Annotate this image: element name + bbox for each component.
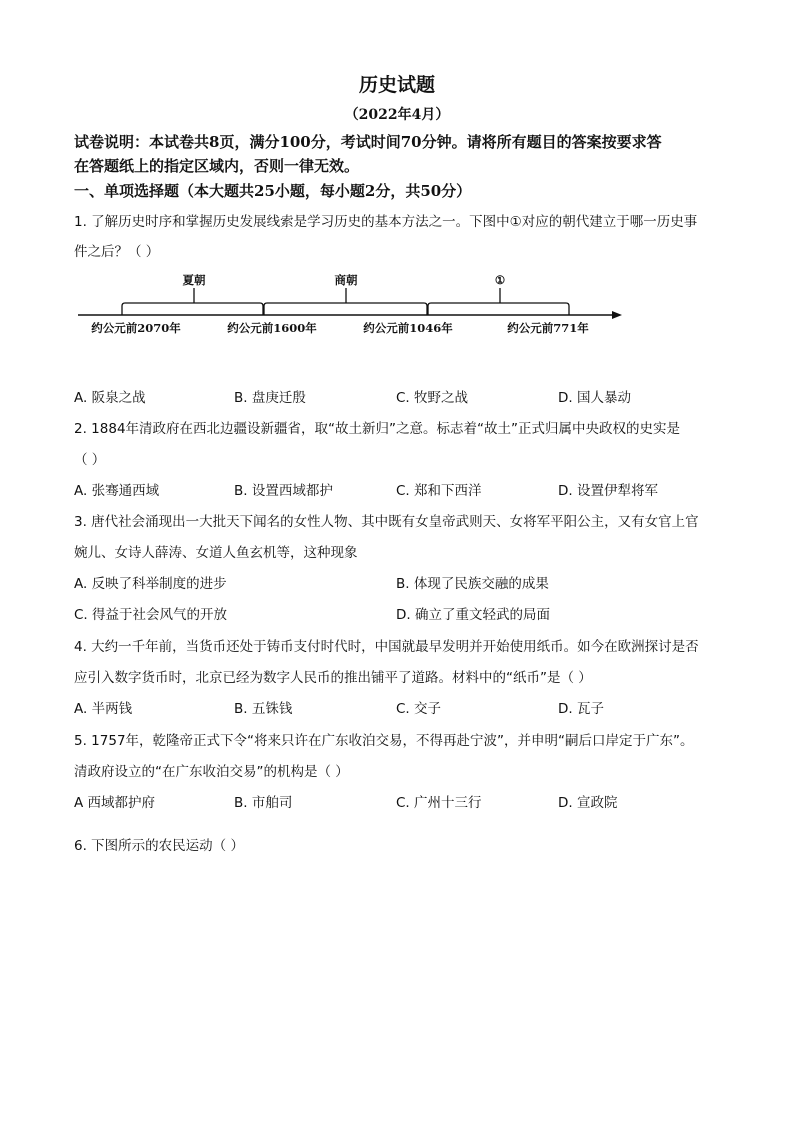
date-label-2: 约公元前1600年 [227,321,317,335]
question-1-line-1: 1. 了解历史时序和掌握历史发展线索是学习历史的基本方法之一。下图中①对应的朝代建立于哪一历史事 [74,214,698,230]
q2-option-c: C. 郑和下西洋 [396,483,482,499]
q1-option-a: A. 阪泉之战 [74,390,146,406]
q5-option-b: B. 市舶司 [234,795,293,811]
q4-option-a: A. 半两钱 [74,701,133,717]
q3-option-c: C. 得益于社会风气的开放 [74,607,228,623]
timeline-arrow-icon [612,311,622,319]
date-label-4: 约公元前771年 [507,321,589,335]
period-label-xia: 夏朝 [182,273,206,287]
question-5-line-2: 清政府设立的“在广东收泊交易”的机构是（ ） [74,764,349,780]
instructions-line-1: 试卷说明：本试卷共8页，满分100分，考试时间70分钟。请将所有题目的答案按要求答 [74,133,662,151]
q5-option-c: C. 广州十三行 [396,795,482,811]
exam-date: （2022年4月） [344,107,450,123]
question-3-line-1: 3. 唐代社会涌现出一大批天下闻名的女性人物、其中既有女皇帝武则天、女将军平阳公主，又有女官上官 [74,514,699,530]
q2-option-b: B. 设置西域都护 [234,483,333,499]
question-3-line-2: 婉儿、女诗人薛涛、女道人鱼玄机等，这种现象 [74,545,358,561]
question-5-line-1: 5. 1757年，乾隆帝正式下令“将来只许在广东收泊交易，不得再赴宁波”，并申明“嗣后口岸定于广东”。 [74,733,694,749]
question-4-line-1: 4. 大约一千年前，当货币还处于铸币支付时代时，中国就最早发明并开始使用纸币。如今在欧洲探讨是否 [74,639,699,655]
q1-option-b: B. 盘庚迁殷 [234,390,306,406]
period-label-shang: 商朝 [334,273,358,287]
q4-option-c: C. 交子 [396,701,442,717]
date-label-3: 约公元前1046年 [363,321,453,335]
timeline-diagram [74,268,634,340]
q2-option-d: D. 设置伊犁将军 [558,483,658,499]
question-4-line-2: 应引入数字货币时，北京已经为数字人民币的推出铺平了道路。材料中的“纸币”是（ ） [74,670,592,686]
q1-option-c: C. 牧野之战 [396,390,469,406]
page-title: 历史试题 [358,74,435,96]
q4-option-b: B. 五铢钱 [234,701,293,717]
bracket-shang [264,303,427,315]
q5-option-a: A 西域都护府 [74,795,156,811]
date-label-1: 约公元前2070年 [91,321,181,335]
q3-option-d: D. 确立了重文轻武的局面 [396,607,550,623]
q3-option-a: A. 反映了科举制度的进步 [74,576,227,592]
q4-option-d: D. 瓦子 [558,701,604,717]
bracket-xia [122,303,263,315]
question-2-line-2: （ ） [74,452,106,468]
section-heading: 一、单项选择题（本大题共25小题，每小题2分，共50分） [74,182,472,200]
question-6-line-1: 6. 下图所示的农民运动（ ） [74,838,244,854]
bracket-zhou [428,303,569,315]
question-2-line-1: 2. 1884年清政府在西北边疆设新疆省，取“故土新归”之意。标志着“故土”正式归属中央政权的史实是 [74,421,681,437]
q1-option-d: D. 国人暴动 [558,390,631,406]
instructions-line-2: 在答题纸上的指定区域内，否则一律无效。 [74,157,360,175]
q2-option-a: A. 张骞通西域 [74,483,160,499]
q3-option-b: B. 体现了民族交融的成果 [396,576,549,592]
q5-option-d: D. 宣政院 [558,795,618,811]
period-label-1: ① [494,273,506,287]
question-1-line-2: 件之后？（ ） [74,244,160,260]
